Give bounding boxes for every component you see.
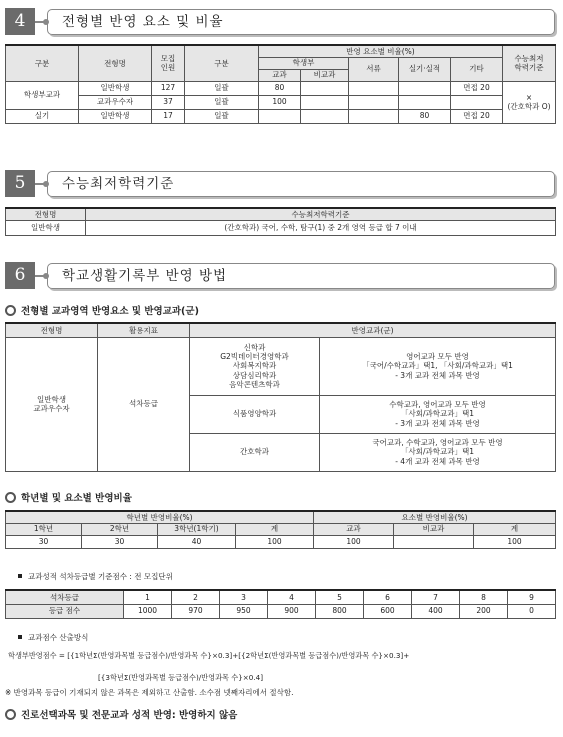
cell-grade: 6 [364, 590, 412, 604]
note-text: 교과성적 석차등급별 기준점수 : 전 모집단위 [28, 572, 173, 581]
cell-depts: 식품영양학과 [190, 395, 320, 433]
header-col: 교과 [314, 523, 394, 535]
section-title: 전형별 반영 요소 및 비율 [62, 14, 224, 30]
table-row [6, 220, 556, 235]
table-row [6, 81, 556, 95]
section-number: 4 [5, 8, 35, 35]
cell-value: 30 [6, 535, 82, 548]
table-row [6, 590, 556, 604]
header-silgi: 실기·실적 [399, 57, 451, 81]
cell-standard: (간호학과) 국어, 수학, 탐구(1) 중 2개 영역 등급 합 7 이내 [86, 220, 556, 235]
cell-score: 970 [172, 604, 220, 618]
subheading-text: 진로선택과목 및 전문교과 성적 반영: 반영하지 않음 [21, 710, 238, 721]
section-6-header [5, 262, 555, 290]
cell-score: 0 [508, 604, 556, 618]
square-bullet-icon [18, 574, 22, 578]
cell-score: 1000 [124, 604, 172, 618]
formula-line-1: 학생부반영점수 = [{1학년Σ(반영과목별 등급점수)/반영과목 수}×0.3]+[{2학년Σ(반영과목별 등급점수)/반영과목 수}×0.3]+ [8, 651, 410, 660]
header-col: 3학년(1학기) [158, 523, 236, 535]
cell-type: 일반학생 [6, 220, 86, 235]
subheading-career-subjects [5, 707, 237, 721]
cell-gubun2: 일괄 [185, 95, 259, 109]
header-student-record: 학생부 [259, 57, 349, 69]
formula-line-2: [{3학년Σ(반영과목별 등급점수)/반영과목 수}×0.4] [98, 673, 264, 682]
cell-mojip: 37 [152, 95, 185, 109]
cell-gita: 면접 20 [451, 81, 503, 95]
cell-gyogwa [259, 109, 301, 123]
header-col: 비교과 [394, 523, 474, 535]
cell-grade: 4 [268, 590, 316, 604]
header-element-ratio: 요소별 반영비율(%) [314, 511, 556, 523]
header-min-standard: 수능최저 학력기준 [503, 45, 556, 81]
cell-grade: 5 [316, 590, 364, 604]
cell-grade: 2 [172, 590, 220, 604]
header-subjects: 반영교과(군) [190, 323, 556, 337]
cell-type: 일반학생 교과우수자 [6, 337, 98, 471]
cell-gubun: 학생부교과 [6, 81, 79, 109]
section-number: 6 [5, 262, 35, 289]
table-row [6, 337, 556, 395]
cell-type: 교과우수자 [79, 95, 152, 109]
cell-silgi [399, 81, 451, 95]
header-standard: 수능최저학력기준 [86, 208, 556, 220]
square-bullet-icon [18, 635, 22, 639]
cell-grade: 9 [508, 590, 556, 604]
cell-seoryu [349, 95, 399, 109]
cell-index: 석차등급 [98, 337, 190, 471]
cell-subjects: 영어교과 모두 반영 「국어/수학교과」택1, 「사회/과학교과」택1 - 3개 교과 전체 과목 반영 [320, 337, 556, 395]
header-type: 전형명 [6, 208, 86, 220]
header-gubun: 구분 [6, 45, 79, 81]
cell-value: 30 [82, 535, 158, 548]
section-title-bar [47, 9, 555, 35]
grade-score-table [5, 589, 556, 619]
cell-gubun2: 일괄 [185, 109, 259, 123]
cell-subjects: 수학교과, 영어교과 모두 반영 「사회/과학교과」택1 - 3개 교과 전체 과목 반영 [320, 395, 556, 433]
header-gyogwa: 교과 [259, 69, 301, 81]
cell-depts: 신학과 G2빅데이터경영학과 사회복지학과 상담심리학과 음악콘텐츠학과 [190, 337, 320, 395]
table-row [6, 604, 556, 618]
header-col: 계 [474, 523, 556, 535]
min-standard-table [5, 207, 556, 236]
cell-gita [451, 95, 503, 109]
note-grade-score [18, 571, 173, 582]
cell-silgi [399, 95, 451, 109]
cell-value: 100 [236, 535, 314, 548]
cell-seoryu [349, 81, 399, 95]
admission-ratio-table [5, 44, 556, 124]
cell-type: 일반학생 [79, 109, 152, 123]
cell-score: 600 [364, 604, 412, 618]
subheading-subjects [5, 303, 199, 317]
cell-bigyogwa [301, 81, 349, 95]
cell-min-standard: × (간호학과 O) [503, 81, 556, 123]
section-title-bar [47, 263, 555, 289]
cell-type: 일반학생 [79, 81, 152, 95]
circle-bullet-icon [5, 305, 16, 316]
header-index: 활용지표 [98, 323, 190, 337]
cell-bigyogwa [301, 95, 349, 109]
header-mojip: 모집 인원 [152, 45, 185, 81]
cell-grade: 1 [124, 590, 172, 604]
section-5-header [5, 170, 555, 198]
header-gita: 기타 [451, 57, 503, 81]
header-col: 2학년 [82, 523, 158, 535]
cell-silgi: 80 [399, 109, 451, 123]
header-bigyogwa: 비교과 [301, 69, 349, 81]
table-row [6, 95, 556, 109]
note-calc-method [18, 632, 88, 643]
cell-mojip: 127 [152, 81, 185, 95]
cell-gyogwa: 80 [259, 81, 301, 95]
cell-depts: 간호학과 [190, 433, 320, 471]
cell-gubun: 실기 [6, 109, 79, 123]
connector-line [35, 21, 47, 23]
cell-mojip: 17 [152, 109, 185, 123]
section-title: 수능최저학력기준 [62, 176, 175, 192]
subject-table [5, 322, 556, 472]
table-row [6, 109, 556, 123]
header-ratio: 반영 요소별 비율(%) [259, 45, 503, 57]
header-col: 1학년 [6, 523, 82, 535]
table-row [6, 535, 556, 548]
cell-gyogwa: 100 [259, 95, 301, 109]
circle-bullet-icon [5, 709, 16, 720]
section-4-header [5, 8, 555, 36]
header-grade: 석차등급 [6, 590, 124, 604]
subheading-ratios [5, 490, 132, 504]
cell-gubun2: 일괄 [185, 81, 259, 95]
cell-score: 400 [412, 604, 460, 618]
cell-grade: 8 [460, 590, 508, 604]
cell-grade: 7 [412, 590, 460, 604]
cell-value: 100 [314, 535, 394, 548]
cell-score: 950 [220, 604, 268, 618]
cell-seoryu [349, 109, 399, 123]
header-gubun2: 구분 [185, 45, 259, 81]
note-text: 교과점수 산출방식 [28, 633, 89, 642]
cell-score: 200 [460, 604, 508, 618]
header-type: 전형명 [79, 45, 152, 81]
section-title: 학교생활기록부 반영 방법 [62, 268, 228, 284]
header-score: 등급 점수 [6, 604, 124, 618]
connector-line [35, 275, 47, 277]
header-year-ratio: 학년별 반영비율(%) [6, 511, 314, 523]
cell-value [394, 535, 474, 548]
section-title-bar [47, 171, 555, 197]
remark-text: ※ 반영과목 등급이 기재되지 않은 과목은 제외하고 산출함. 소수점 넷째자리에서 절삭함. [5, 688, 294, 697]
header-col: 계 [236, 523, 314, 535]
section-number: 5 [5, 170, 35, 197]
circle-bullet-icon [5, 492, 16, 503]
cell-grade: 3 [220, 590, 268, 604]
cell-bigyogwa [301, 109, 349, 123]
header-seoryu: 서류 [349, 57, 399, 81]
connector-line [35, 183, 47, 185]
cell-gita: 면접 20 [451, 109, 503, 123]
year-ratio-table [5, 510, 556, 549]
header-type: 전형명 [6, 323, 98, 337]
cell-subjects: 국어교과, 수학교과, 영어교과 모두 반영 「사회/과학교과」택1 - 4개 교과 전체 과목 반영 [320, 433, 556, 471]
subheading-text: 전형별 교과영역 반영요소 및 반영교과(군) [21, 306, 199, 317]
subheading-text: 학년별 및 요소별 반영비율 [21, 493, 132, 504]
cell-value: 100 [474, 535, 556, 548]
cell-score: 900 [268, 604, 316, 618]
cell-score: 800 [316, 604, 364, 618]
cell-value: 40 [158, 535, 236, 548]
